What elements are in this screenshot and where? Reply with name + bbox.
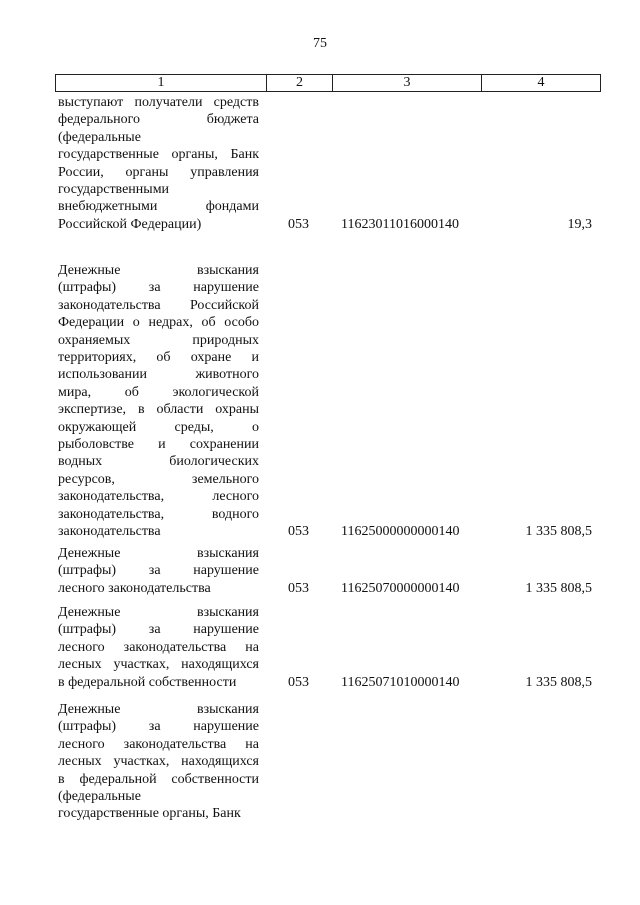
description-line: выступают получатели средств — [58, 95, 259, 110]
description-line: лесного законодательства на — [58, 736, 259, 752]
description-line: законодательства — [58, 524, 161, 540]
header-col-4: 4 — [537, 75, 545, 90]
description-line: в федеральной собственности — [58, 771, 259, 787]
description-line: государственные органы, Банк — [58, 147, 259, 163]
amount: 1 335 808,5 — [525, 580, 592, 596]
description-line: (федеральные — [58, 789, 141, 805]
description-line: Денежные взыскания — [58, 605, 259, 620]
description-line: законодательства, водного — [58, 506, 259, 522]
description-line: окружающей среды, о — [58, 419, 259, 435]
description-line: использовании животного — [58, 367, 259, 383]
description-line: Денежные взыскания — [58, 263, 259, 278]
description-line: лесного законодательства на — [58, 639, 259, 655]
description-line: государственные органы, Банк — [58, 806, 241, 822]
row-description — [58, 604, 259, 691]
description-line: (штрафы) за нарушение — [58, 719, 259, 735]
description-line: территориях, об охране и — [58, 350, 259, 366]
budget-code: 11625000000000140 — [341, 524, 460, 539]
budget-code: 11625071010000140 — [341, 674, 460, 690]
row-description — [58, 545, 259, 597]
description-line: (штрафы) за нарушение — [58, 563, 259, 579]
description-line: охраняемых природных — [58, 332, 259, 348]
amount: 1 335 808,5 — [525, 674, 592, 690]
row-description — [58, 701, 259, 823]
description-line: законодательства, лесного — [58, 489, 259, 505]
amount: 1 335 808,5 — [525, 524, 592, 539]
row-description — [58, 262, 259, 541]
admin-code: 053 — [288, 216, 309, 232]
description-line: ресурсов, земельного — [58, 471, 259, 487]
admin-code: 053 — [288, 524, 309, 539]
table-header — [55, 74, 601, 92]
page-number: 75 — [313, 36, 327, 51]
description-line: в федеральной собственности — [58, 674, 237, 690]
description-line: (штрафы) за нарушение — [58, 280, 259, 296]
description-line: Денежные взыскания — [58, 546, 259, 561]
admin-code: 053 — [288, 580, 309, 596]
description-line: России, органы управления — [58, 164, 259, 180]
header-col-2: 2 — [267, 75, 333, 91]
description-line: рыболовстве и сохранении — [58, 437, 259, 453]
header-col-1: 1 — [56, 75, 267, 91]
description-line: лесных участках, находящихся — [58, 754, 259, 770]
budget-code: 11625070000000140 — [341, 580, 460, 596]
description-line: федерального бюджета — [58, 112, 259, 128]
description-line: Российской Федерации) — [58, 216, 202, 232]
description-line: водных биологических — [58, 454, 259, 470]
description-line: законодательства Российской — [58, 297, 259, 313]
description-line: лесного законодательства — [58, 580, 211, 596]
description-line: государственными — [58, 182, 170, 198]
admin-code: 053 — [288, 674, 309, 690]
description-line: внебюджетными фондами — [58, 199, 259, 215]
description-line: (штрафы) за нарушение — [58, 622, 259, 638]
row-description — [58, 94, 259, 233]
description-line: экспертизе, в области охраны — [58, 402, 259, 418]
description-line: Федерации о недрах, об особо — [58, 315, 259, 331]
description-line: (федеральные — [58, 129, 141, 145]
description-line: мира, об экологической — [58, 384, 259, 400]
amount: 19,3 — [567, 216, 592, 232]
budget-code: 11623011016000140 — [341, 216, 459, 232]
description-line: лесных участках, находящихся — [58, 657, 259, 673]
header-col-3: 3 — [333, 75, 482, 91]
description-line: Денежные взыскания — [58, 702, 259, 717]
